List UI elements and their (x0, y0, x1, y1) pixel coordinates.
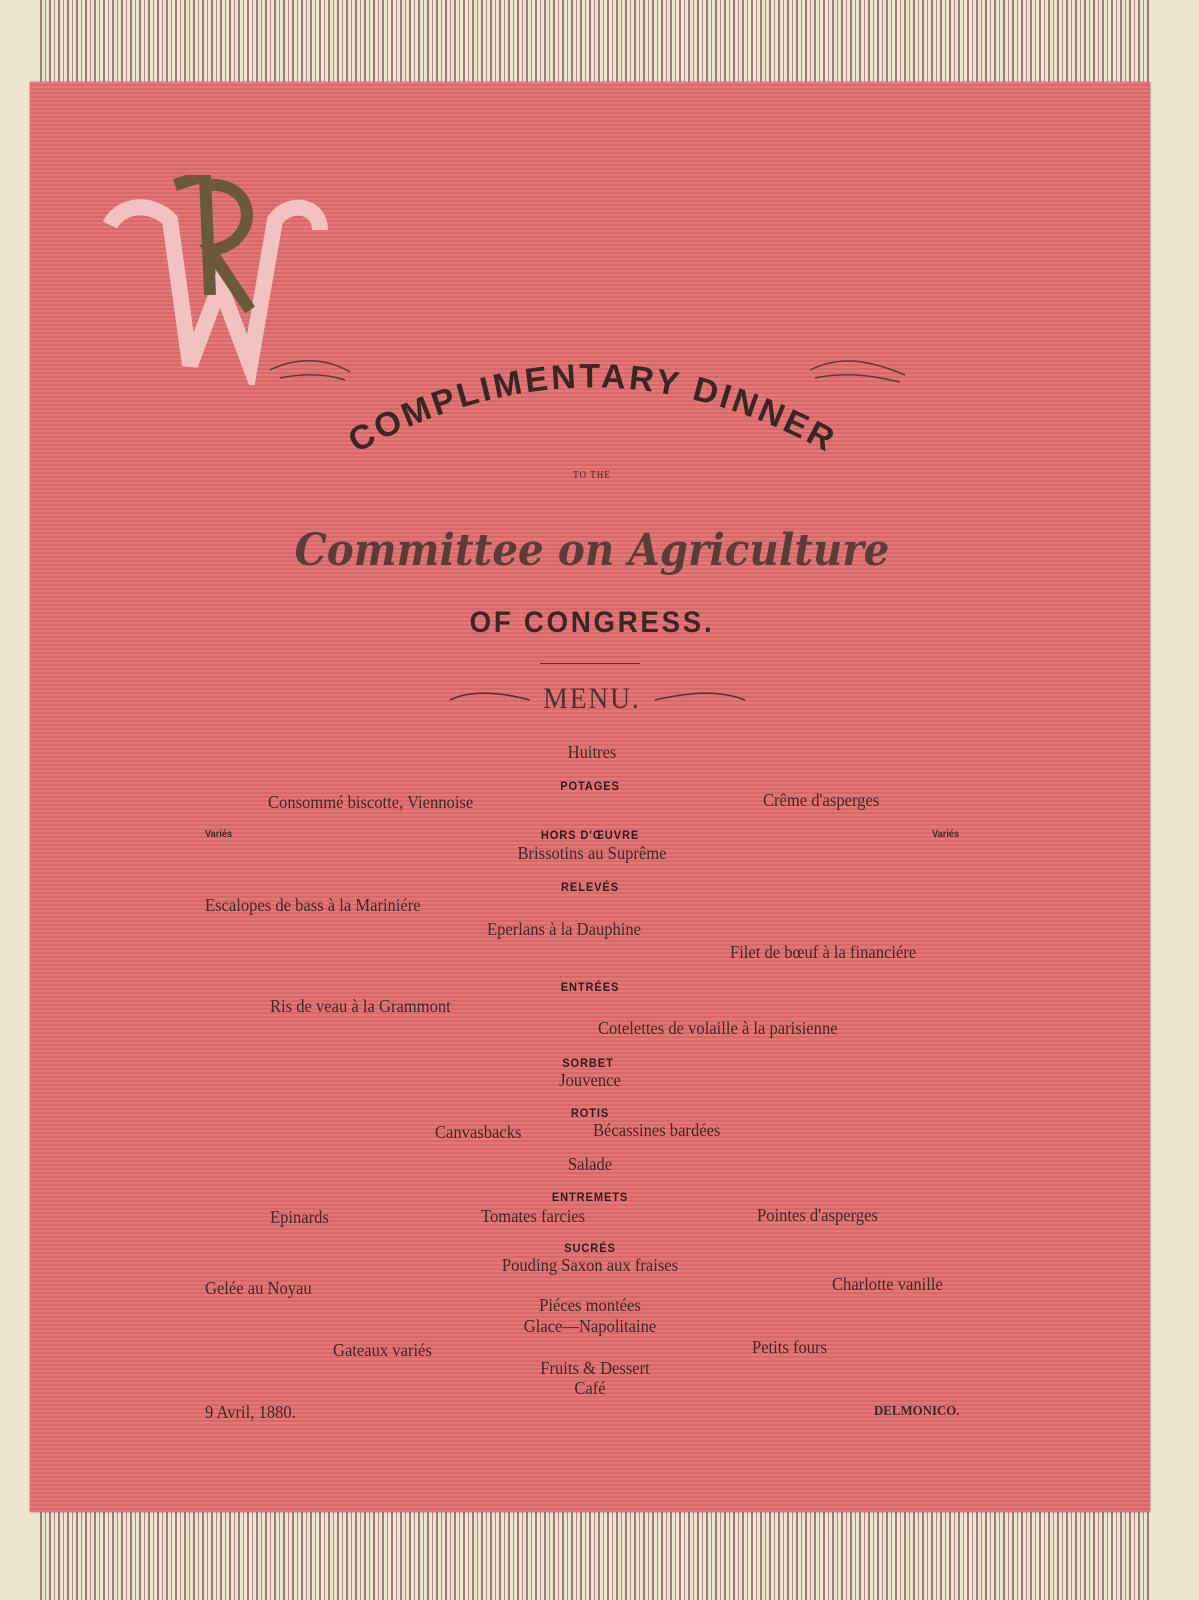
menu-item: Brissotins au Suprême (517, 843, 667, 863)
menu-item: Gateaux variés (333, 1340, 432, 1360)
section-heading: ROTIS (570, 1106, 610, 1120)
menu-item: Glace—Napolitaine (523, 1316, 657, 1336)
menu-item: Petits fours (752, 1337, 827, 1357)
section-heading: ENTREMETS (551, 1190, 629, 1204)
section-heading: HORS D'ŒUVRE (540, 828, 640, 842)
of-congress: OF CONGRESS. (469, 606, 715, 639)
menu-note: Variés (932, 829, 960, 840)
menu-item: Canvasbacks (435, 1122, 522, 1142)
to-the: TO THE (573, 470, 611, 481)
menu-note: Variés (205, 829, 233, 840)
menu-date: 9 Avril, 1880. (205, 1402, 296, 1422)
divider (540, 663, 640, 664)
bottom-fringe (40, 1505, 1150, 1600)
menu-item: Fruits & Dessert (540, 1358, 650, 1378)
menu-item: Jouvence (559, 1070, 621, 1090)
menu-item: Tomates farcies (481, 1206, 586, 1226)
menu-item: Café (574, 1378, 606, 1398)
committee-title: Committee on Agriculture (294, 525, 890, 576)
menu-item: Epinards (270, 1207, 329, 1227)
menu-item: Gelée au Noyau (205, 1278, 312, 1298)
menu-item: Salade (567, 1154, 613, 1174)
menu-item: Filet de bœuf à la financiére (730, 942, 917, 962)
menu-heading: MENU. (543, 682, 641, 715)
section-heading: RELEVÉS (561, 880, 619, 894)
menu-item: Consommé biscotte, Viennoise (268, 792, 474, 812)
menu-item: Charlotte vanille (832, 1274, 943, 1294)
menu-item: Pouding Saxon aux fraises (501, 1255, 679, 1275)
section-heading: SUCRÉS (564, 1241, 616, 1255)
menu-item: Piéces montées (539, 1295, 641, 1315)
menu-item: Eperlans à la Dauphine (487, 919, 642, 939)
section-heading: ENTRÉES (560, 980, 620, 994)
menu-item: Huitres (567, 742, 617, 762)
section-heading: SORBET (562, 1056, 614, 1070)
menu-item: Ris de veau à la Grammont (270, 996, 451, 1016)
menu-item: Cotelettes de volaille à la parisienne (598, 1018, 838, 1038)
menu-item: Escalopes de bass à la Mariniére (205, 895, 421, 915)
menu-item: Bécassines bardées (593, 1120, 721, 1140)
section-heading: POTAGES (560, 779, 620, 793)
menu-item: Crême d'asperges (763, 790, 880, 810)
menu-venue: DELMONICO. (874, 1404, 960, 1419)
arched-title: COMPLIMENTARY DINNER (342, 357, 843, 461)
menu-item: Pointes d'asperges (757, 1205, 878, 1225)
